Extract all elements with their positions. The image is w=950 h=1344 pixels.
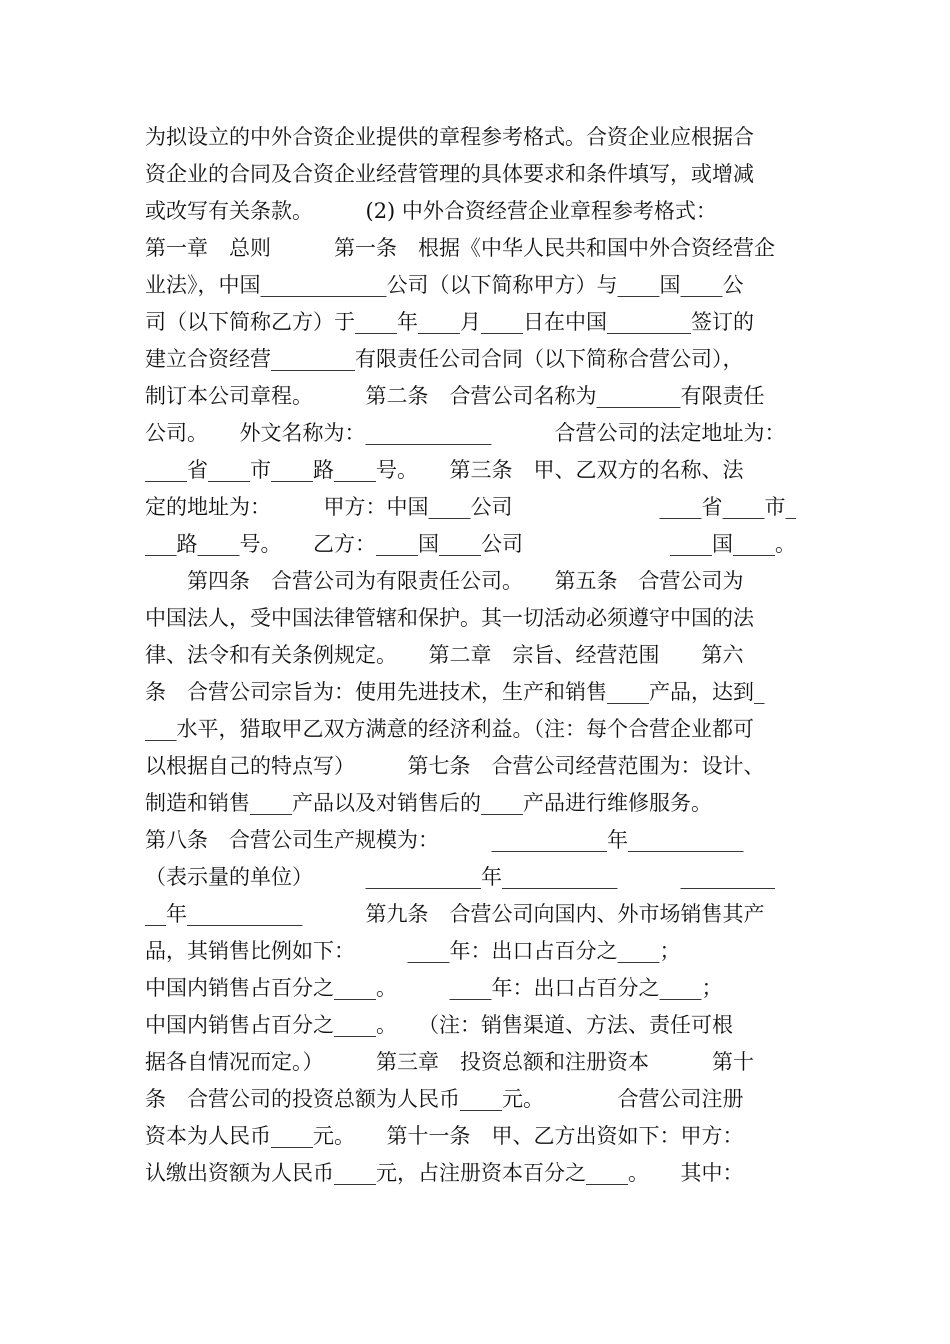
text-line: 业法》，中国____________公司（以下简称甲方）与____国____公	[145, 273, 744, 297]
text-line: 中国内销售占百分之____。 ____年：出口占百分之____；	[145, 976, 723, 1000]
text-line: __年___________ 第九条 合营公司向国内、外市场销售其产	[145, 902, 765, 926]
text-line: 品，其销售比例如下： ____年：出口占百分之____；	[145, 939, 681, 963]
text-line: 资本为人民币____元。 第十一条 甲、乙方出资如下：甲方：	[145, 1124, 744, 1148]
text-line: 第八条 合营公司生产规模为： ___________年___________	[145, 828, 744, 852]
text-line: 制造和销售____产品以及对销售后的____产品进行维修服务。	[145, 791, 712, 815]
text-line: 以根据自己的特点写） 第七条 合营公司经营范围为：设计、	[145, 754, 765, 778]
text-line: 建立合资经营________有限责任公司合同（以下简称合营公司），	[145, 347, 744, 371]
text-line: ___水平，猎取甲乙双方满意的经济利益。（注：每个合营企业都可	[145, 717, 754, 741]
text-line: 公司。 外文名称为：____________ 合营公司的法定地址为：	[145, 421, 786, 445]
text-line: 定的地址为： 甲方：中国____公司 ____省____市_	[145, 495, 796, 519]
text-line: 律、法令和有关条例规定。 第二章 宗旨、经营范围 第六	[145, 643, 744, 667]
text-line: 中国法人，受中国法律管辖和保护。其一切活动必须遵守中国的法	[145, 606, 754, 630]
text-line: 为拟设立的中外合资企业提供的章程参考格式。合资企业应根据合	[145, 125, 754, 149]
text-line: 据各自情况而定。） 第三章 投资总额和注册资本 第十	[145, 1050, 754, 1074]
text-line: 司（以下简称乙方）于____年____月____日在中国________签订的	[145, 310, 754, 334]
text-line: 认缴出资额为人民币____元，占注册资本百分之____。 其中：	[145, 1161, 744, 1185]
text-line: 条 合营公司的投资总额为人民币____元。 合营公司注册	[145, 1087, 744, 1111]
text-line: 第一章 总则 第一条 根据《中华人民共和国中外合资经营企	[145, 236, 775, 260]
text-line: 制订本公司章程。 第二条 合营公司名称为________有限责任	[145, 384, 765, 408]
text-line: 中国内销售占百分之____。 （注：销售渠道、方法、责任可根	[145, 1013, 733, 1037]
text-line: 条 合营公司宗旨为：使用先进技术，生产和销售____产品，达到_	[145, 680, 765, 704]
text-line: 或改写有关条款。 (2) 中外合资经营企业章程参考格式：	[145, 199, 717, 223]
text-line: ____省____市____路____号。 第三条 甲、乙双方的名称、法	[145, 458, 744, 482]
text-line: ___路____号。 乙方：____国____公司 ____国____。	[145, 532, 796, 556]
text-line: 资企业的合同及合资企业经营管理的具体要求和条件填写，或增减	[145, 162, 754, 186]
text-line: （表示量的单位） ___________年___________ _________	[145, 865, 775, 889]
text-line: 第四条 合营公司为有限责任公司。 第五条 合营公司为	[145, 569, 744, 593]
